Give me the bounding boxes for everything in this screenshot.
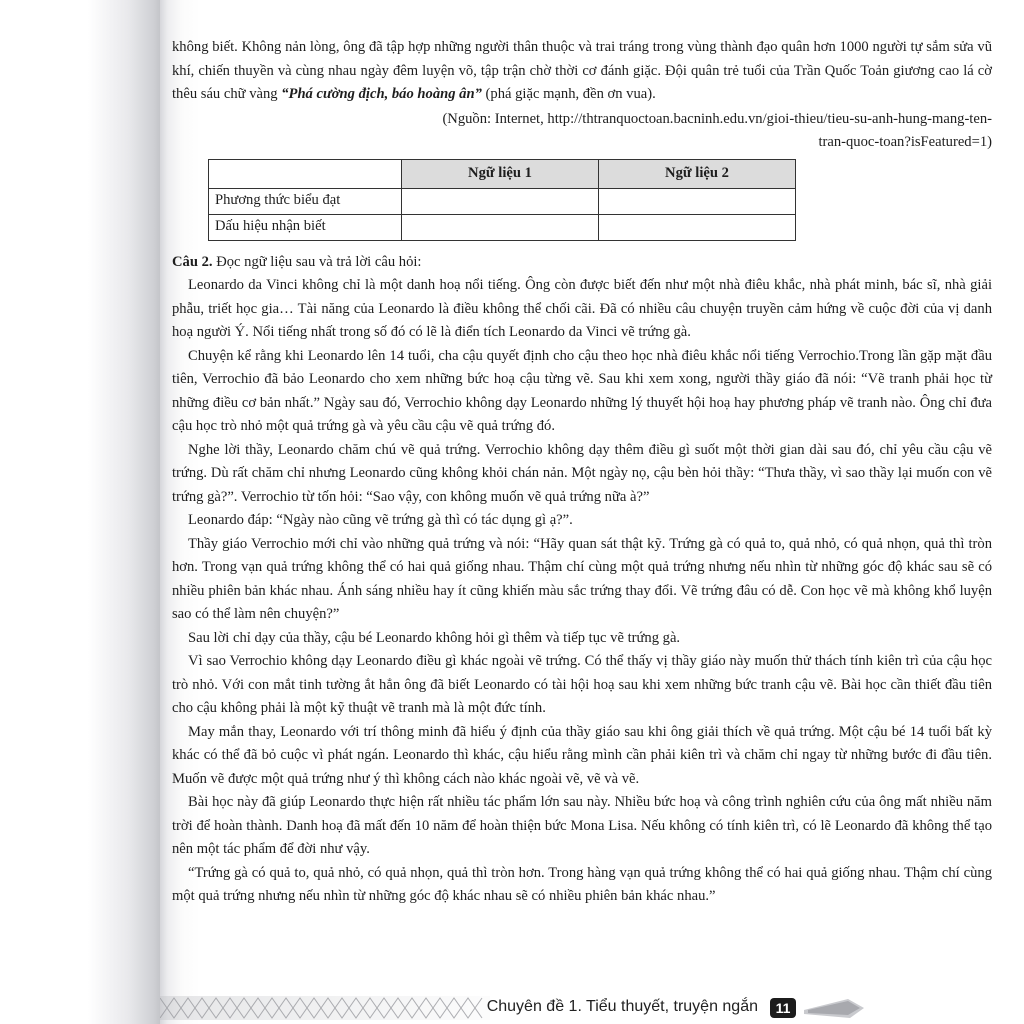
paragraph: Leonardo da Vinci không chỉ là một danh hoạ nổi tiếng. Ông còn được biết đến như một nhà điêu khắc, nhà phát minh, bác sĩ, nhà giải phẫu, triết học gia… Tài năng của Leonardo là điều không thể chối cãi. Đã có nhiều câu chuyện truyền cảm hứng về cuộc đời của vị danh hoạ người Ý. Nổi tiếng nhất trong số đó có lẽ là điển tích Leonardo da Vinci vẽ trứng gà. [172, 277, 992, 340]
paragraph: May mắn thay, Leonardo với trí thông minh đã hiểu ý định của thầy giáo sau khi ông giải thích về quả trứng. Một cậu bé 14 tuổi bất kỳ khác có thể đã bỏ cuộc vì phát ngán. Leonardo thì khác, cậu hiểu rằng mình cần phải kiên trì và chăm chỉ ngay từ những bước đi đầu tiên. Muốn vẽ được một quả trứng như ý thì không cách nào khác ngoài vẽ, vẽ và vẽ. [172, 723, 992, 787]
page-footer [160, 992, 1024, 1024]
source-citation [172, 108, 992, 155]
question-2-text: Đọc ngữ liệu sau và trả lời câu hỏi: [212, 253, 422, 270]
chapter-title: Chuyên đề 1. Tiểu thuyết, truyện ngắn [486, 998, 758, 1015]
table-row [209, 188, 796, 214]
arrow-decoration-icon [804, 996, 864, 1018]
table-header-cell: Ngữ liệu 2 [599, 159, 796, 188]
table-row [209, 214, 796, 240]
book-spine-margin [0, 0, 160, 1024]
table-cell: Dấu hiệu nhận biết [209, 214, 402, 240]
book-page [160, 0, 1024, 1024]
paragraph: Nghe lời thầy, Leonardo chăm chú vẽ quả trứng. Verrochio không dạy thêm điều gì suốt một thời gian dài sau đó, chỉ yêu cầu cậu vẽ trứng. Dù rất chăm chỉ nhưng Leonardo cũng không khỏi chán nản. Một ngày nọ, cậu bèn hỏi thầy: “Thưa thầy, vì sao thầy lại muốn con vẽ trứng gà?”. Verrochio từ tốn hỏi: “Sao vậy, con không muốn vẽ quả trứng nữa à?” [172, 441, 992, 505]
paragraph: Sau lời chỉ dạy của thầy, cậu bé Leonardo không hỏi gì thêm và tiếp tục vẽ trứng gà. [188, 629, 681, 646]
intro-text: không biết. Không nản lòng, ông đã tập hợp những người thân thuộc và trai tráng trong vùng thành đạo quân hơn 1000 người tự sắm sửa vũ khí, chiến thuyền và cùng nhau ngày đêm luyện võ, tập trận chờ thời cơ đánh giặc. Đội quân trẻ tuổi của Trần Quốc Toản giương cao lá cờ thêu sáu chữ vàng [172, 39, 992, 102]
table-cell [402, 214, 599, 240]
table-cell: Phương thức biểu đạt [209, 188, 402, 214]
footer-decoration-icon [160, 996, 490, 1020]
table-cell [402, 188, 599, 214]
paragraph: Thầy giáo Verrochio mới chỉ vào những quả trứng và nói: “Hãy quan sát thật kỹ. Trứng gà có quả to, quả nhỏ, có quả nhọn, quả thì tròn hơn. Trong vạn quả trứng không thể có hai quả giống nhau. Thậm chí cùng một quả trứng nhưng nếu nhìn từ những góc độ khác sau sẽ có nhiều phiên bản khác nhau. Ánh sáng nhiều hay ít cũng khiến màu sắc trứng thay đổi. Vẽ trứng đâu có dễ. Con học vẽ mà không khổ luyện sao có thể làm nên chuyện?” [172, 535, 992, 622]
intro-text-end: (phá giặc mạnh, đền ơn vua). [481, 86, 656, 102]
page-content [172, 36, 992, 909]
source-line-2: tran-quoc-toan?isFeatured=1) [818, 134, 992, 150]
question-2 [172, 251, 992, 275]
paragraph: Chuyện kể rằng khi Leonardo lên 14 tuổi, cha cậu quyết định cho cậu theo học nhà điêu khắc nổi tiếng Verrochio.Trong lần gặp mặt đầu tiên, Verrochio đã bảo Leonardo cho xem những bức hoạ cậu từng vẽ. Sau khi xem xong, người thầy giáo đã nói: “Vẽ tranh phải học từ những điều cơ bản nhất.” Ngày sau đó, Verrochio không dạy Leonardo những lý thuyết hội hoạ hay phương pháp vẽ tranh nào. Ông chỉ đưa cậu học trò nhỏ một quả trứng gà và yêu cầu cậu vẽ quả trứng đó. [172, 347, 992, 434]
intro-paragraph [172, 36, 992, 107]
quote-paragraph: “Trứng gà có quả to, quả nhỏ, có quả nhọn, quả thì tròn hơn. Trong hàng vạn quả trứng không thể có hai quả giống nhau. Thậm chí cùng một quả trứng nhưng nếu nhìn từ những góc độ khác nhau sẽ có nhiều phiên bản khác nhau.” [172, 864, 992, 904]
table-cell [599, 214, 796, 240]
source-line-1: (Nguồn: Internet, http://thtranquoctoan.bacninh.edu.vn/gioi-thieu/tieu-su-anh-hung-mang-ten- [442, 110, 992, 127]
paragraph: Vì sao Verrochio không dạy Leonardo điều gì khác ngoài vẽ trứng. Có thể thấy vị thầy giáo này muốn thử thách tính kiên trì của cậu học trò nhỏ. Với con mắt tinh tường ắt hẳn ông đã biết Leonardo có tài hội hoạ sau khi xem những bức tranh cậu vẽ. Bài học cần thiết đầu tiên cho cậu không phải là một kỹ thuật vẽ tranh mà là một đức tính. [172, 653, 992, 716]
table-header-cell: Ngữ liệu 1 [402, 159, 599, 188]
table-cell [599, 188, 796, 214]
paragraph: Leonardo đáp: “Ngày nào cũng vẽ trứng gà thì có tác dụng gì ạ?”. [188, 512, 573, 528]
paragraph: Bài học này đã giúp Leonardo thực hiện rất nhiều tác phẩm lớn sau này. Nhiều bức hoạ và công trình nghiên cứu của ông mất nhiều năm trời để hoàn thành. Danh hoạ đã mất đến 10 năm để hoàn thiện bức Mona Lisa. Nếu không có tính kiên trì, có lẽ Leonardo đã không thể tạo nên một tác phẩm để đời như vậy. [172, 794, 992, 857]
page-number-badge: 11 [770, 998, 796, 1018]
table-header-row [209, 159, 796, 188]
comparison-table [208, 159, 796, 241]
table-header-corner [209, 159, 402, 188]
question-2-label: Câu 2. [172, 253, 213, 270]
slogan-bold-text: “Phá cường địch, báo hoàng ân” [281, 86, 482, 102]
